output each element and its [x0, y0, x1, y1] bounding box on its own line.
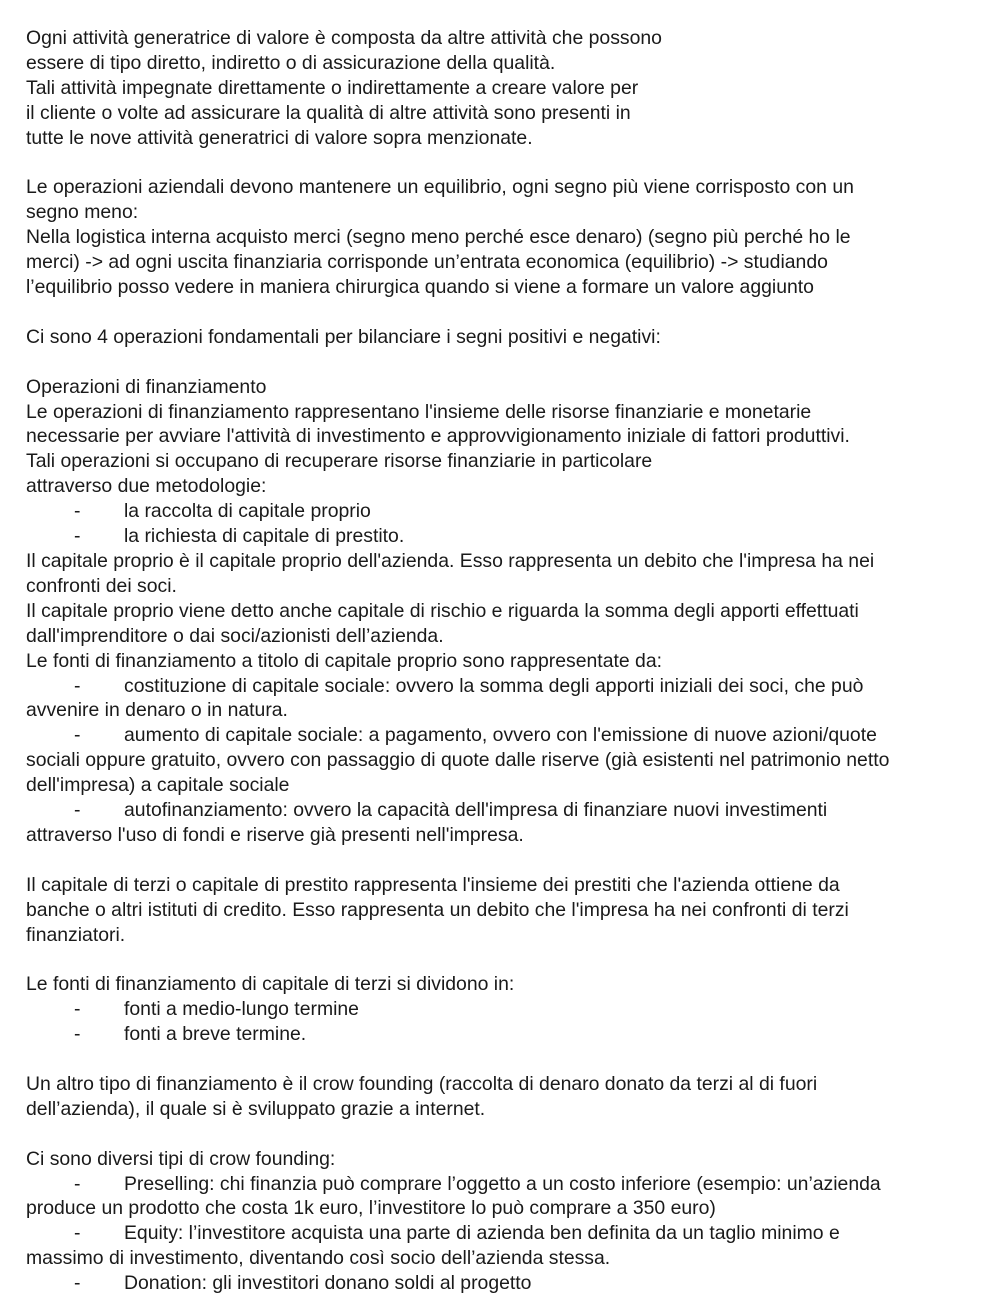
blank-line: [26, 350, 986, 375]
paragraph-debt-capital: [26, 873, 986, 948]
bullet-dash: -: [74, 500, 81, 523]
paragraph-debt-sources-intro: Le fonti di finanziamento di capitale di terzi si dividono in:: [26, 973, 515, 996]
list-item-text: Preselling: chi finanzia può comprare l’oggetto a un costo inferiore (esempio: un’azienda: [124, 1172, 881, 1195]
bullet-dash: -: [74, 1222, 81, 1245]
text-line: Tali operazioni si occupano di recuperare risorse finanziarie in particolare: [26, 450, 653, 473]
list-item-text: costituzione di capitale sociale: ovvero la somma degli apporti iniziali dei soci, che può: [124, 674, 864, 697]
text-line: Le fonti di finanziamento a titolo di capitale proprio sono rappresentate da:: [26, 649, 662, 672]
text-line: Un altro tipo di finanziamento è il crow founding (raccolta di denaro donato da terzi al di fuori: [26, 1072, 818, 1095]
list-item: [26, 997, 986, 1022]
text-line: Il capitale proprio viene detto anche capitale di rischio e riguarda la somma degli apporti effettuati: [26, 599, 859, 622]
bullet-dash: -: [74, 525, 81, 548]
text-line: Il capitale proprio è il capitale proprio dell'azienda. Esso rappresenta un debito che l'impresa ha nei: [26, 549, 875, 572]
list-item: [26, 1172, 986, 1197]
blank-line: [26, 1047, 986, 1072]
text-line: dell’azienda), il quale si è sviluppato grazie a internet.: [26, 1097, 486, 1120]
list-item: [26, 499, 986, 524]
text-line: il cliente o volte ad assicurare la qualità di altre attività sono presenti in: [26, 101, 631, 124]
document-body: [26, 26, 986, 1296]
blank-line: [26, 1122, 986, 1147]
paragraph-four-operations: Ci sono 4 operazioni fondamentali per bilanciare i segni positivi e negativi:: [26, 325, 661, 348]
text-line: essere di tipo diretto, indiretto o di assicurazione della qualità.: [26, 51, 556, 74]
list-item-text: la raccolta di capitale proprio: [124, 500, 371, 523]
blank-line: [26, 848, 986, 873]
list-item: [26, 1221, 986, 1246]
text-line: l’equilibrio posso vedere in maniera chirurgica quando si viene a formare un valore aggiunto: [26, 276, 814, 299]
text-line: Le operazioni aziendali devono mantenere un equilibrio, ogni segno più viene corrisposto con un: [26, 176, 854, 199]
bullet-dash: -: [74, 1023, 81, 1046]
text-line: Le operazioni di finanziamento rappresentano l'insieme delle risorse finanziarie e monetarie: [26, 400, 812, 423]
text-line: attraverso due metodologie:: [26, 475, 267, 498]
text-line: Tali attività impegnate direttamente o indirettamente a creare valore per: [26, 76, 639, 99]
list-equity-sources: [26, 674, 986, 848]
paragraph-crowdfunding: [26, 1072, 986, 1122]
text-line: segno meno:: [26, 201, 139, 224]
bullet-dash: -: [74, 799, 81, 822]
blank-line: [26, 300, 986, 325]
section-title-financing: Operazioni di finanziamento: [26, 375, 267, 398]
bullet-dash: -: [74, 1272, 81, 1295]
list-item-continuation: dell'impresa) a capitale sociale: [26, 774, 290, 797]
blank-line: [26, 151, 986, 176]
list-item: [26, 798, 986, 823]
list-item: [26, 1022, 986, 1047]
text-line: banche o altri istituti di credito. Esso rappresenta un debito che l'impresa ha nei confronti di terzi: [26, 898, 849, 921]
text-line: finanziatori.: [26, 923, 126, 946]
list-item-text: la richiesta di capitale di prestito.: [124, 525, 405, 548]
text-line: confronti dei soci.: [26, 574, 177, 597]
list-item-continuation: sociali oppure gratuito, ovvero con passaggio di quote dalle riserve (già esistenti nel patrimonio netto: [26, 749, 890, 772]
list-item-continuation: massimo di investimento, diventando così socio dell’azienda stessa.: [26, 1247, 611, 1270]
list-item-text: aumento di capitale sociale: a pagamento, ovvero con l'emissione di nuove azioni/quote: [124, 724, 877, 747]
list-item: [26, 1271, 986, 1296]
text-line: merci) -> ad ogni uscita finanziaria corrisponde un’entrata economica (equilibrio) -> studiando: [26, 251, 828, 274]
list-item: [26, 723, 986, 748]
list-financing-methods: [26, 499, 986, 549]
paragraph-equilibrium: [26, 175, 986, 300]
bullet-dash: -: [74, 674, 81, 697]
list-item: [26, 524, 986, 549]
list-debt-sources: [26, 997, 986, 1047]
paragraph-value-activities: [26, 26, 986, 151]
text-line: tutte le nove attività generatrici di valore sopra menzionate.: [26, 126, 533, 149]
text-line: necessarie per avviare l'attività di investimento e approvvigionamento iniziale di fattori produttivi.: [26, 425, 850, 448]
text-line: Il capitale di terzi o capitale di prestito rappresenta l'insieme dei prestiti che l'azienda ottiene da: [26, 873, 840, 896]
list-item-text: fonti a breve termine.: [124, 1023, 307, 1046]
list-item-continuation: produce un prodotto che costa 1k euro, l’investitore lo può comprare a 350 euro): [26, 1197, 716, 1220]
blank-line: [26, 947, 986, 972]
list-item-continuation: avvenire in denaro o in natura.: [26, 699, 288, 722]
list-item-continuation: attraverso l'uso di fondi e riserve già presenti nell'impresa.: [26, 823, 524, 846]
list-crowdfunding-types: [26, 1172, 986, 1297]
list-item-text: fonti a medio-lungo termine: [124, 998, 359, 1021]
list-item-text: Donation: gli investitori donano soldi al progetto: [124, 1272, 532, 1295]
text-line: Ogni attività generatrice di valore è composta da altre attività che possono: [26, 27, 662, 49]
text-line: Nella logistica interna acquisto merci (segno meno perché esce denaro) (segno più perché ho le: [26, 226, 851, 249]
list-item-text: Equity: l’investitore acquista una parte di azienda ben definita da un taglio minimo e: [124, 1222, 840, 1245]
list-item-text: autofinanziamento: ovvero la capacità dell'impresa di finanziare nuovi investimenti: [124, 799, 828, 822]
paragraph-crowdfunding-types-intro: Ci sono diversi tipi di crow founding:: [26, 1147, 336, 1170]
bullet-dash: -: [74, 1172, 81, 1195]
list-item: [26, 674, 986, 699]
paragraph-financing-intro: [26, 400, 986, 500]
paragraph-equity-capital: [26, 549, 986, 674]
bullet-dash: -: [74, 724, 81, 747]
bullet-dash: -: [74, 998, 81, 1021]
text-line: dall'imprenditore o dai soci/azionisti dell’azienda.: [26, 624, 444, 647]
